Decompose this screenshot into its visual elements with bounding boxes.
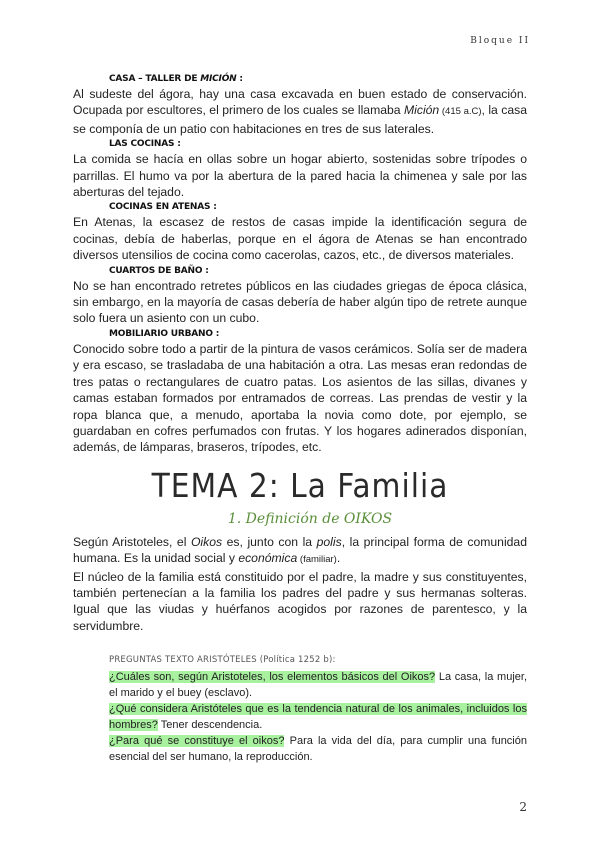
questions-block [109, 654, 527, 765]
section-heading-cocinas: LAS COCINAS : [109, 139, 181, 150]
heading-text-italic: MICIÓN [200, 74, 237, 84]
heading-text: CASA – TALLER DE [109, 74, 201, 84]
section-body-cocinas-atenas: En Atenas, la escasez de restos de casas impide la identificación segura de cocinas, debía de haberlas, porque en el ágora de Atenas se han encontrado diversos utensilios de cocina como cacerolas, cazos, etc., de diversos materiales. [73, 215, 527, 263]
tema-paragraph-1 [73, 534, 527, 569]
question-item [109, 701, 527, 733]
body-text: es, junto con la [222, 534, 317, 549]
body-text-small: (415 a.C) [439, 106, 482, 118]
body-text-italic: Oikos [190, 534, 223, 549]
question-highlight: ¿Cuáles son, según Aristoteles, los elementos básicos del Oikos? [109, 671, 436, 684]
tema-paragraph-2: El núcleo de la familia está constituido por el padre, la madre y sus constituyentes, también pertenecían a la familia los padres del padre y sus hermanas solteras. Igual que las viudas y huérfanos acogidos por razones de parentesco, y la servidumbre. [73, 569, 527, 633]
page-number: 2 [519, 800, 527, 814]
section-body-mobiliario: Conocido sobre todo a partir de la pintura de vasos cerámicos. Solía ser de madera y era escaso, se trasladaba de una habitación a otra. Las mesas eran redondas de tres patas o rectangulares de cuatro patas. Los asientos de las sillas, divanes y camas estaban formados por entramados de correas. Las prendas de vestir y la ropa blanca que, a menudo, aportaba la novia como dote, por ejemplo, se guardaban en cofres perfumados con frutas. Y los hogares adinerados disponían, además, de lámparas, braseros, trípodes, etc. [73, 341, 527, 455]
answer-text: Tener descendencia. [157, 719, 263, 732]
section-heading-mobiliario: MOBILIARIO URBANO : [109, 328, 220, 339]
section-heading-cocinas-atenas: COCINAS EN ATENAS : [109, 202, 217, 213]
question-item [109, 733, 527, 765]
answer-text: Para la vida del día, para cumplir una función esencial del ser humano, la reproducción. [109, 735, 527, 764]
body-text-italic: económica [238, 551, 298, 566]
heading-colon: : [236, 74, 243, 84]
tema-title: TEMA 2: La Familia [151, 465, 449, 505]
running-header: Bloque II [470, 36, 530, 46]
body-text: Al sudeste del ágora, hay una casa excavada en buen estado de conservación. Ocupada por escultores, el primero de los cuales se llamaba [73, 87, 527, 118]
body-text-small: (familiar) [297, 554, 337, 566]
body-text: , la casa se componía de un patio con habitaciones en tres de sus laterales. [73, 103, 527, 136]
section-heading-cuartos-bano: CUARTOS DE BAÑO : [109, 265, 209, 276]
body-text: Según Aristoteles, el [73, 534, 191, 549]
body-text-italic: polis [316, 534, 342, 549]
body-text: . [336, 551, 341, 566]
section-body-cocinas: La comida se hacía en ollas sobre un hogar abierto, sostenidas sobre trípodes o parrillas. El humo va por la abertura de la pared hacia la chimenea y sale por las aberturas del tejado. [73, 152, 527, 200]
body-text: , la principal forma de comunidad humana. Es la unidad social y [73, 534, 527, 566]
answer-text: La casa, la mujer, el marido y el buey (esclavo). [109, 671, 527, 700]
body-text-italic: Mición [403, 103, 440, 118]
tema-subtitle: 1. Definición de OIKOS [227, 510, 393, 527]
section-heading-casa-taller [109, 72, 527, 86]
section-body-casa-taller [73, 86, 527, 137]
question-highlight: ¿Qué considera Aristóteles que es la tendencia natural de los animales, incluidos los hombres? [109, 703, 527, 732]
page-content [73, 72, 527, 765]
section-body-cuartos-bano: No se han encontrado retretes públicos en las ciudades griegas de época clásica, sin embargo, en la mayoría de casas debería de haber algún tipo de retrete aunque solo fuera un asiento con un cubo. [73, 278, 527, 326]
questions-heading: PREGUNTAS TEXTO ARISTÓTELES (Política 1252 b): [109, 655, 336, 666]
question-item [109, 669, 527, 701]
question-highlight: ¿Para qué se constituye el oikos? [109, 735, 285, 748]
